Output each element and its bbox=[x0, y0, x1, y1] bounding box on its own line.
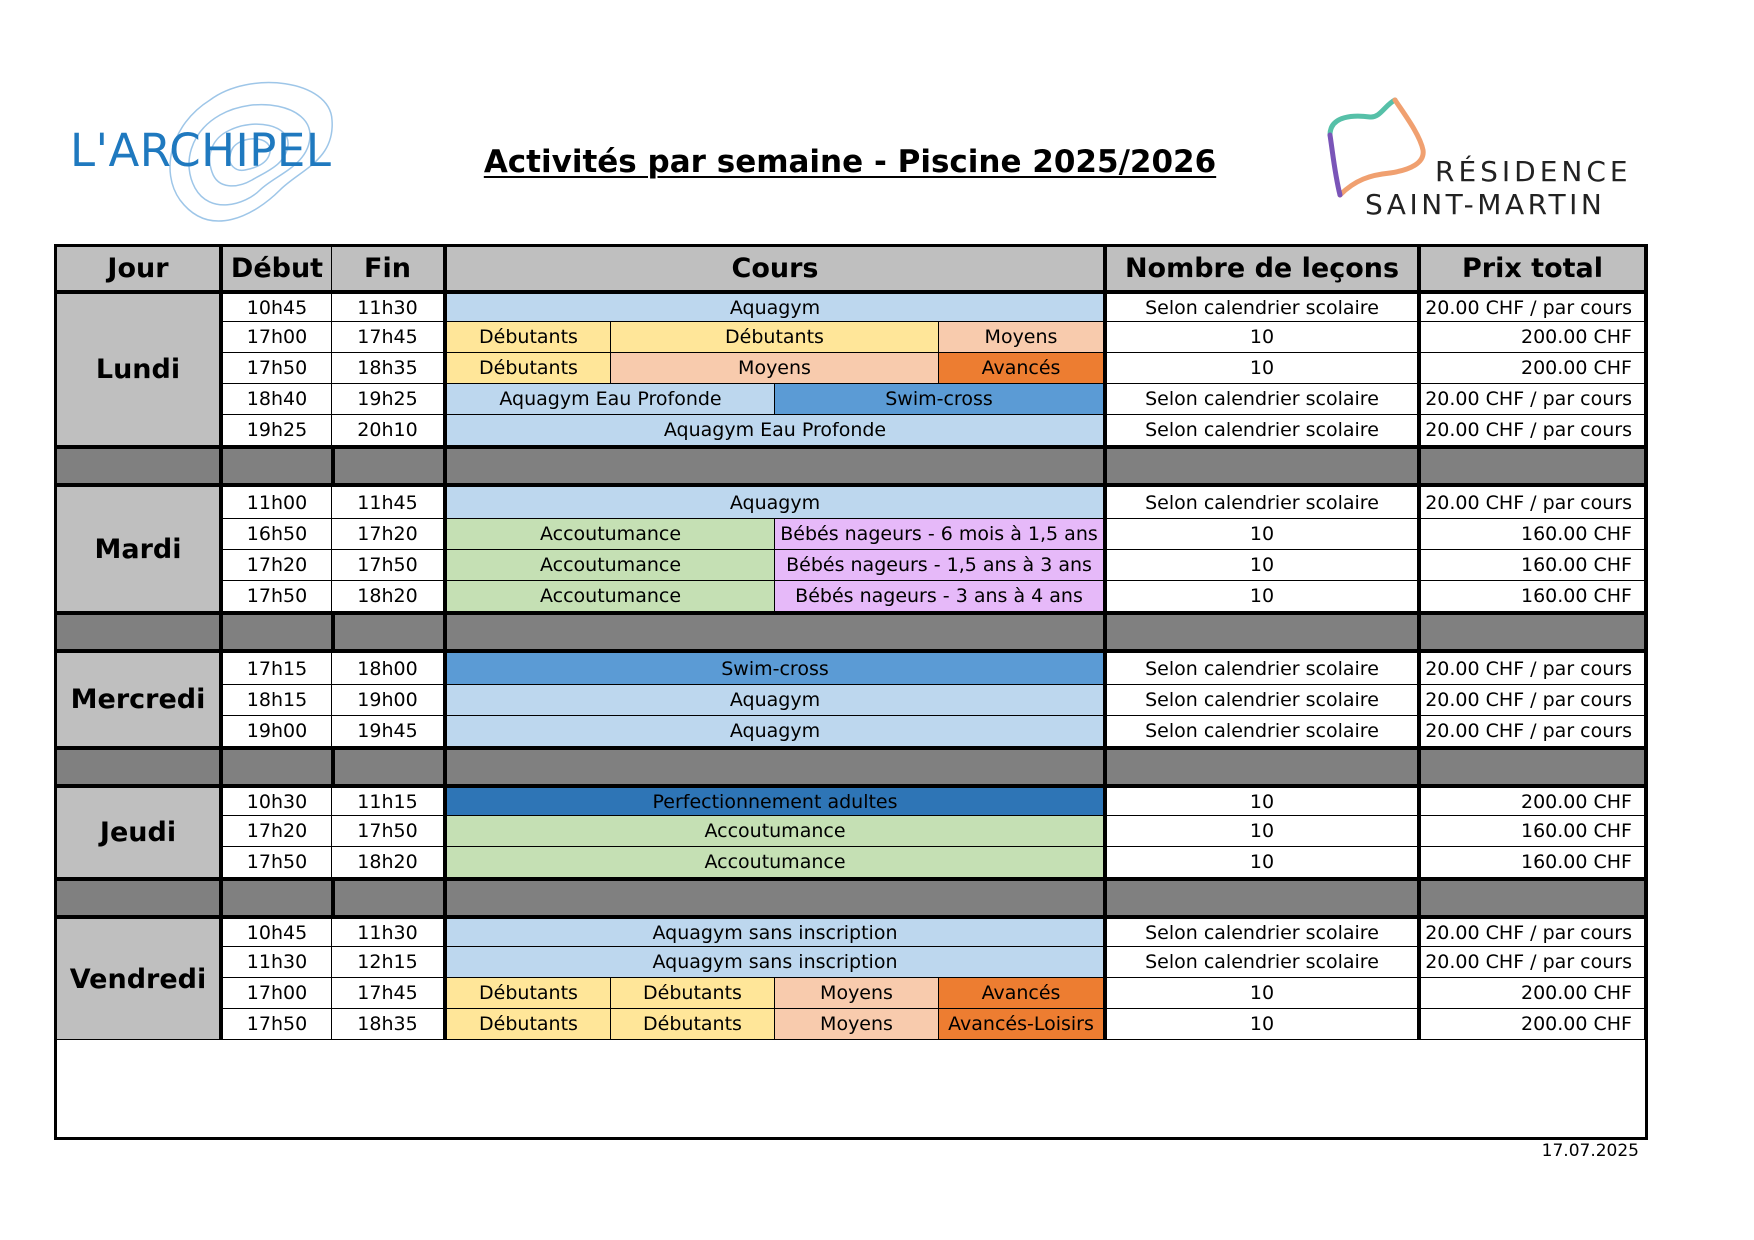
lessons-count: 10 bbox=[1104, 978, 1418, 1009]
course-cell bbox=[444, 353, 1104, 384]
total-price: 20.00 CHF / par cours bbox=[1418, 716, 1645, 747]
separator-row bbox=[1104, 612, 1418, 650]
total-price: 200.00 CHF bbox=[1418, 353, 1645, 384]
course-cell bbox=[444, 384, 1104, 415]
course-cell bbox=[444, 581, 1104, 612]
separator-row bbox=[220, 612, 332, 650]
separator-row bbox=[220, 747, 332, 785]
course-block: Moyens bbox=[775, 1009, 939, 1039]
separator-row bbox=[444, 446, 1104, 484]
course-block: Aquagym Eau Profonde bbox=[447, 415, 1103, 445]
end-time: 11h45 bbox=[332, 484, 444, 519]
lessons-count: Selon calendrier scolaire bbox=[1104, 384, 1418, 415]
course-block: Débutants bbox=[447, 978, 611, 1008]
separator-row bbox=[220, 878, 332, 916]
start-time: 11h00 bbox=[220, 484, 332, 519]
course-block: Aquagym bbox=[447, 487, 1103, 518]
end-time: 18h35 bbox=[332, 1009, 444, 1040]
course-cell bbox=[444, 415, 1104, 446]
course-block: Débutants bbox=[447, 353, 611, 383]
lessons-count: Selon calendrier scolaire bbox=[1104, 716, 1418, 747]
start-time: 11h30 bbox=[220, 947, 332, 978]
end-time: 11h30 bbox=[332, 916, 444, 947]
course-cell bbox=[444, 1009, 1104, 1040]
day-label: Vendredi bbox=[57, 916, 220, 1040]
course-block: Accoutumance bbox=[447, 816, 1103, 846]
course-block: Avancés bbox=[939, 353, 1103, 383]
course-block: Débutants bbox=[611, 322, 939, 352]
course-block: Accoutumance bbox=[447, 519, 775, 549]
course-block: Aquagym bbox=[447, 294, 1103, 321]
course-block: Débutants bbox=[447, 322, 611, 352]
header-lecons: Nombre de leçons bbox=[1104, 247, 1418, 291]
end-time: 17h50 bbox=[332, 550, 444, 581]
header-fin: Fin bbox=[332, 247, 444, 291]
course-block: Accoutumance bbox=[447, 847, 1103, 877]
lessons-count: 10 bbox=[1104, 581, 1418, 612]
course-block: Swim-cross bbox=[447, 653, 1103, 684]
course-block: Accoutumance bbox=[447, 581, 775, 611]
separator-row bbox=[444, 747, 1104, 785]
end-time: 17h20 bbox=[332, 519, 444, 550]
lessons-count: 10 bbox=[1104, 322, 1418, 353]
start-time: 17h20 bbox=[220, 816, 332, 847]
start-time: 18h40 bbox=[220, 384, 332, 415]
course-block: Accoutumance bbox=[447, 550, 775, 580]
end-time: 20h10 bbox=[332, 415, 444, 446]
document-date: 17.07.2025 bbox=[1541, 1141, 1639, 1161]
separator-row bbox=[332, 878, 444, 916]
total-price: 20.00 CHF / par cours bbox=[1418, 685, 1645, 716]
start-time: 17h50 bbox=[220, 847, 332, 878]
start-time: 10h30 bbox=[220, 785, 332, 816]
day-label: Lundi bbox=[57, 291, 220, 446]
separator-row bbox=[332, 747, 444, 785]
lessons-count: 10 bbox=[1104, 1009, 1418, 1040]
start-time: 19h25 bbox=[220, 415, 332, 446]
header-debut: Début bbox=[220, 247, 332, 291]
end-time: 12h15 bbox=[332, 947, 444, 978]
course-cell bbox=[444, 847, 1104, 878]
start-time: 17h15 bbox=[220, 650, 332, 685]
start-time: 10h45 bbox=[220, 291, 332, 322]
lessons-count: Selon calendrier scolaire bbox=[1104, 291, 1418, 322]
start-time: 17h00 bbox=[220, 322, 332, 353]
total-price: 20.00 CHF / par cours bbox=[1418, 291, 1645, 322]
separator-row bbox=[1418, 446, 1645, 484]
course-cell bbox=[444, 978, 1104, 1009]
course-block: Moyens bbox=[611, 353, 939, 383]
total-price: 200.00 CHF bbox=[1418, 1009, 1645, 1040]
total-price: 200.00 CHF bbox=[1418, 785, 1645, 816]
lessons-count: Selon calendrier scolaire bbox=[1104, 484, 1418, 519]
total-price: 160.00 CHF bbox=[1418, 847, 1645, 878]
separator-row bbox=[1418, 612, 1645, 650]
separator-row bbox=[1418, 747, 1645, 785]
course-cell bbox=[444, 785, 1104, 816]
start-time: 18h15 bbox=[220, 685, 332, 716]
course-block: Perfectionnement adultes bbox=[447, 788, 1103, 815]
course-block: Bébés nageurs - 3 ans à 4 ans bbox=[775, 581, 1103, 611]
course-block: Débutants bbox=[447, 1009, 611, 1039]
end-time: 18h20 bbox=[332, 581, 444, 612]
total-price: 20.00 CHF / par cours bbox=[1418, 650, 1645, 685]
header-jour: Jour bbox=[57, 247, 220, 291]
course-block: Débutants bbox=[611, 1009, 775, 1039]
start-time: 17h50 bbox=[220, 1009, 332, 1040]
separator-row bbox=[1104, 446, 1418, 484]
lessons-count: 10 bbox=[1104, 353, 1418, 384]
schedule-table bbox=[54, 244, 1648, 1140]
total-price: 200.00 CHF bbox=[1418, 322, 1645, 353]
lessons-count: 10 bbox=[1104, 816, 1418, 847]
archipel-logo-text: L'ARCHIPEL bbox=[70, 124, 332, 177]
separator-row bbox=[220, 446, 332, 484]
course-cell bbox=[444, 947, 1104, 978]
course-block: Avancés bbox=[939, 978, 1103, 1008]
end-time: 17h45 bbox=[332, 978, 444, 1009]
end-time: 18h20 bbox=[332, 847, 444, 878]
separator-row bbox=[57, 747, 220, 785]
separator-row bbox=[57, 446, 220, 484]
course-cell bbox=[444, 484, 1104, 519]
course-cell bbox=[444, 716, 1104, 747]
course-block: Aquagym bbox=[447, 685, 1103, 715]
course-cell bbox=[444, 291, 1104, 322]
separator-row bbox=[1104, 878, 1418, 916]
course-block: Aquagym sans inscription bbox=[447, 947, 1103, 977]
lessons-count: 10 bbox=[1104, 550, 1418, 581]
separator-row bbox=[57, 878, 220, 916]
header-prix: Prix total bbox=[1418, 247, 1645, 291]
day-label: Mercredi bbox=[57, 650, 220, 747]
end-time: 17h45 bbox=[332, 322, 444, 353]
total-price: 20.00 CHF / par cours bbox=[1418, 947, 1645, 978]
start-time: 17h50 bbox=[220, 581, 332, 612]
end-time: 18h00 bbox=[332, 650, 444, 685]
end-time: 19h25 bbox=[332, 384, 444, 415]
separator-row bbox=[332, 612, 444, 650]
course-block: Bébés nageurs - 1,5 ans à 3 ans bbox=[775, 550, 1103, 580]
lessons-count: Selon calendrier scolaire bbox=[1104, 415, 1418, 446]
course-cell bbox=[444, 685, 1104, 716]
header-cours: Cours bbox=[444, 247, 1104, 291]
residence-logo-line2: SAINT-MARTIN bbox=[1365, 188, 1606, 221]
separator-row bbox=[1418, 878, 1645, 916]
separator-row bbox=[444, 878, 1104, 916]
total-price: 160.00 CHF bbox=[1418, 550, 1645, 581]
course-block: Débutants bbox=[611, 978, 775, 1008]
lessons-count: 10 bbox=[1104, 519, 1418, 550]
start-time: 17h00 bbox=[220, 978, 332, 1009]
course-cell bbox=[444, 519, 1104, 550]
residence-logo bbox=[1325, 95, 1655, 225]
lessons-count: Selon calendrier scolaire bbox=[1104, 650, 1418, 685]
residence-logo-line1: RÉSIDENCE bbox=[1435, 155, 1632, 188]
end-time: 19h00 bbox=[332, 685, 444, 716]
course-block: Swim-cross bbox=[775, 384, 1103, 414]
total-price: 20.00 CHF / par cours bbox=[1418, 484, 1645, 519]
end-time: 19h45 bbox=[332, 716, 444, 747]
separator-row bbox=[1104, 747, 1418, 785]
course-block: Bébés nageurs - 6 mois à 1,5 ans bbox=[775, 519, 1103, 549]
lessons-count: Selon calendrier scolaire bbox=[1104, 685, 1418, 716]
total-price: 200.00 CHF bbox=[1418, 978, 1645, 1009]
course-cell bbox=[444, 650, 1104, 685]
course-block: Aquagym Eau Profonde bbox=[447, 384, 775, 414]
total-price: 20.00 CHF / par cours bbox=[1418, 916, 1645, 947]
course-block: Moyens bbox=[775, 978, 939, 1008]
course-cell bbox=[444, 916, 1104, 947]
course-block: Aquagym bbox=[447, 716, 1103, 746]
total-price: 20.00 CHF / par cours bbox=[1418, 384, 1645, 415]
start-time: 10h45 bbox=[220, 916, 332, 947]
page-title: Activités par semaine - Piscine 2025/2026 bbox=[483, 144, 1217, 180]
separator-row bbox=[57, 612, 220, 650]
day-label: Mardi bbox=[57, 484, 220, 612]
course-cell bbox=[444, 550, 1104, 581]
lessons-count: 10 bbox=[1104, 785, 1418, 816]
start-time: 19h00 bbox=[220, 716, 332, 747]
course-cell bbox=[444, 816, 1104, 847]
total-price: 20.00 CHF / par cours bbox=[1418, 415, 1645, 446]
end-time: 17h50 bbox=[332, 816, 444, 847]
course-cell bbox=[444, 322, 1104, 353]
end-time: 11h30 bbox=[332, 291, 444, 322]
start-time: 17h50 bbox=[220, 353, 332, 384]
day-label: Jeudi bbox=[57, 785, 220, 878]
separator-row bbox=[332, 446, 444, 484]
course-block: Avancés-Loisirs bbox=[939, 1009, 1103, 1039]
separator-row bbox=[444, 612, 1104, 650]
end-time: 11h15 bbox=[332, 785, 444, 816]
course-block: Aquagym sans inscription bbox=[447, 919, 1103, 946]
total-price: 160.00 CHF bbox=[1418, 581, 1645, 612]
start-time: 16h50 bbox=[220, 519, 332, 550]
total-price: 160.00 CHF bbox=[1418, 816, 1645, 847]
lessons-count: 10 bbox=[1104, 847, 1418, 878]
lessons-count: Selon calendrier scolaire bbox=[1104, 916, 1418, 947]
start-time: 17h20 bbox=[220, 550, 332, 581]
course-block: Moyens bbox=[939, 322, 1103, 352]
lessons-count: Selon calendrier scolaire bbox=[1104, 947, 1418, 978]
total-price: 160.00 CHF bbox=[1418, 519, 1645, 550]
end-time: 18h35 bbox=[332, 353, 444, 384]
